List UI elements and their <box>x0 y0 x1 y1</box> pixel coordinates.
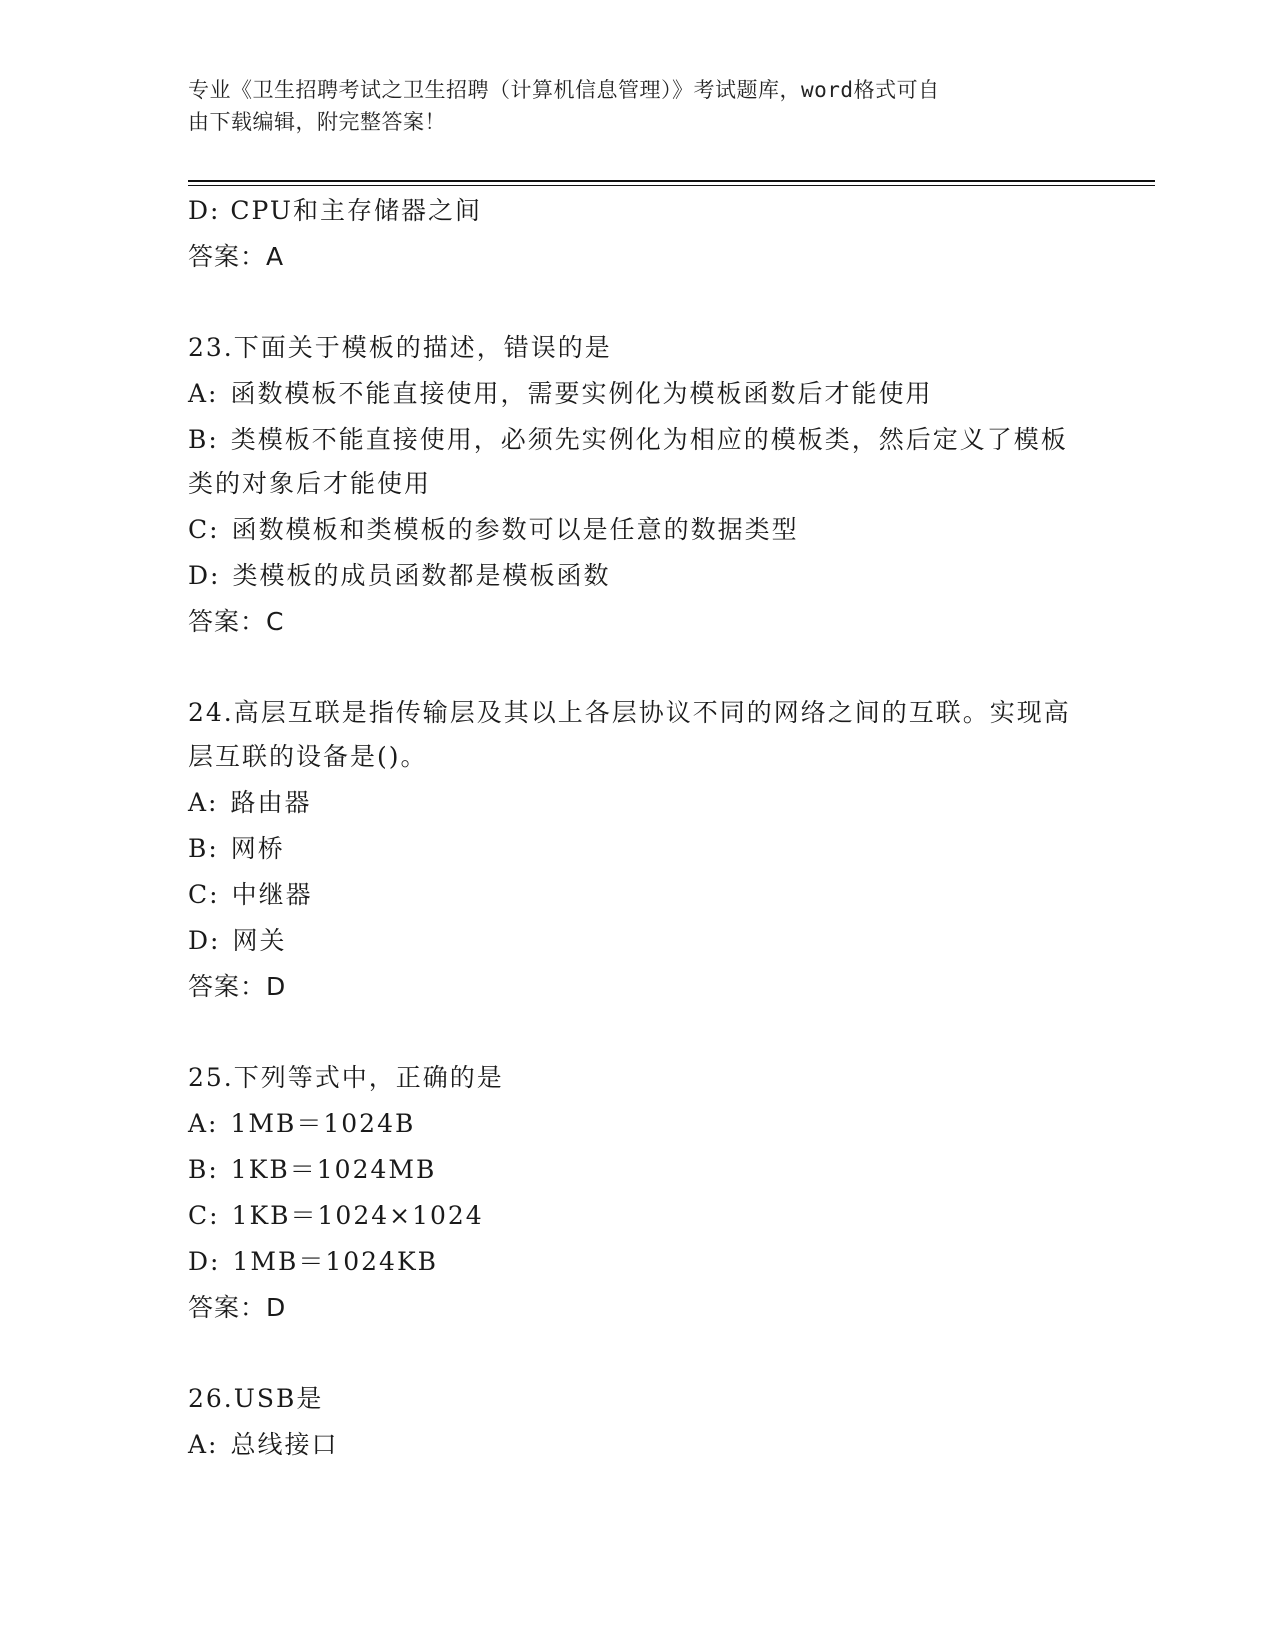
question-25-stem: 25.下列等式中，正确的是 <box>188 1063 504 1092</box>
question-25-option-c <box>188 1193 1088 1239</box>
prev-answer: 答案：A <box>188 242 285 271</box>
option-text: 1MB＝1024B <box>230 1109 416 1138</box>
option-text: 函数模板不能直接使用，需要实例化为模板函数后才能使用 <box>230 379 933 408</box>
option-key: C: <box>188 1201 220 1230</box>
option-text: 网关 <box>232 926 287 955</box>
question-23-option-a <box>188 371 1088 417</box>
question-25-answer: 答案：D <box>188 1293 287 1322</box>
option-text: 类模板的成员函数都是模板函数 <box>232 561 611 590</box>
header-divider-thick <box>188 180 1155 182</box>
option-key: B: <box>188 425 219 454</box>
option-text: 1KB＝1024×1024 <box>231 1201 484 1230</box>
question-list <box>188 188 1088 1468</box>
question-23-option-b <box>188 417 1088 507</box>
option-text: 函数模板和类模板的参数可以是任意的数据类型 <box>231 515 799 544</box>
header-divider-thin <box>188 185 1155 186</box>
document-header <box>188 74 1068 138</box>
question-24-option-d <box>188 918 1088 964</box>
option-key: B: <box>188 1155 219 1184</box>
question-26-option-a <box>188 1422 1088 1468</box>
option-text: 类模板不能直接使用，必须先实例化为相应的模板类，然后定义了模板类的对象后才能使用 <box>188 425 1068 498</box>
question-25-option-a <box>188 1101 1088 1147</box>
question-25-option-b <box>188 1147 1088 1193</box>
question-26-stem: 26.USB是 <box>188 1384 324 1413</box>
option-text: 总线接口 <box>230 1430 339 1459</box>
option-key: D: <box>188 926 221 955</box>
option-text: 路由器 <box>230 788 312 817</box>
option-text: 1KB＝1024MB <box>230 1155 437 1184</box>
question-23-option-d <box>188 553 1088 599</box>
option-key: A: <box>188 788 219 817</box>
option-key: C: <box>188 880 220 909</box>
question-24-stem: 24.高层互联是指传输层及其以上各层协议不同的网络之间的互联。实现高层互联的设备是()。 <box>188 698 1071 771</box>
question-23-stem: 23.下面关于模板的描述，错误的是 <box>188 333 612 362</box>
option-key: A: <box>188 379 219 408</box>
option-key: C: <box>188 515 220 544</box>
prev-option-d: D: CPU和主存储器之间 <box>188 196 482 225</box>
option-text: 网桥 <box>230 834 285 863</box>
question-24-option-a <box>188 780 1088 826</box>
option-text: 1MB＝1024KB <box>232 1247 439 1276</box>
question-23-option-c <box>188 507 1088 553</box>
option-key: D: <box>188 561 221 590</box>
question-23-answer: 答案：C <box>188 607 285 636</box>
option-key: A: <box>188 1109 219 1138</box>
header-line-2: 由下载编辑，附完整答案！ <box>188 110 446 134</box>
option-key: A: <box>188 1430 219 1459</box>
option-key: D: <box>188 1247 221 1276</box>
question-24-option-b <box>188 826 1088 872</box>
header-line-1: 专业《卫生招聘考试之卫生招聘（计算机信息管理）》考试题库，word格式可自 <box>188 78 940 102</box>
question-24-option-c <box>188 872 1088 918</box>
question-25-option-d <box>188 1239 1088 1285</box>
question-24-answer: 答案：D <box>188 972 287 1001</box>
option-key: B: <box>188 834 219 863</box>
option-text: 中继器 <box>231 880 313 909</box>
